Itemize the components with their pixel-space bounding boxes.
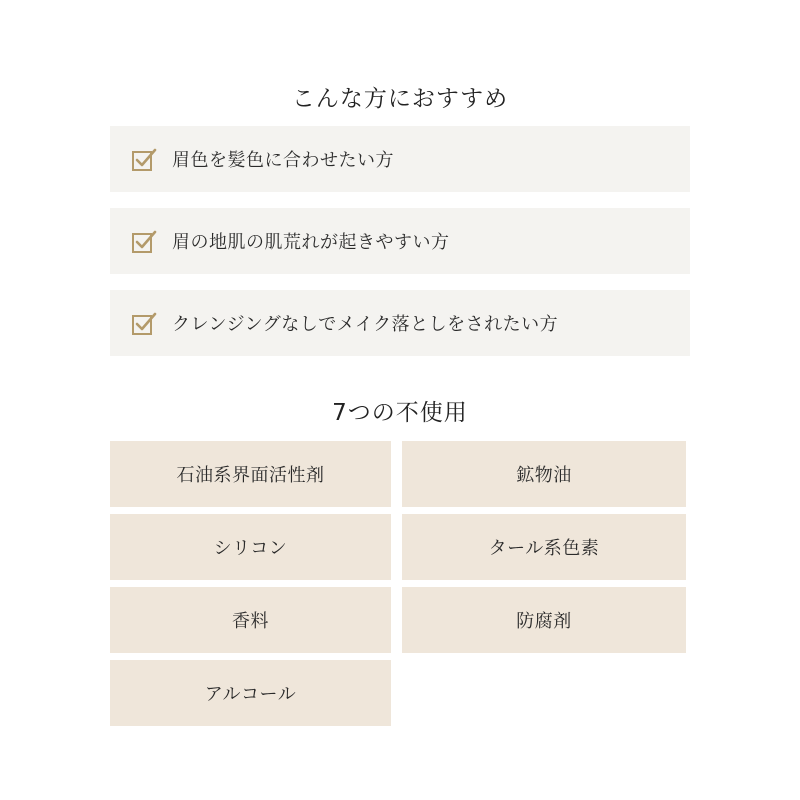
- recommend-item-text: 眉の地肌の肌荒れが起きやすい方: [172, 232, 450, 253]
- recommend-item-text: クレンジングなしでメイク落としをされたい方: [172, 314, 559, 335]
- checkbox-checked-icon: [130, 227, 158, 255]
- checkbox-checked-icon: [130, 309, 158, 337]
- free-from-grid: [110, 441, 686, 726]
- recommend-item: [110, 290, 690, 356]
- recommend-item: [110, 126, 690, 192]
- free-from-item: タール系色素: [402, 514, 686, 580]
- recommend-item: [110, 208, 690, 274]
- free-from-item: 鉱物油: [402, 441, 686, 507]
- free-from-title: 7つの不使用: [332, 400, 468, 426]
- free-from-item: 石油系界面活性剤: [110, 441, 391, 507]
- free-from-item: 防腐剤: [402, 587, 686, 653]
- free-from-item: アルコール: [110, 660, 391, 726]
- recommend-item-text: 眉色を髪色に合わせたい方: [172, 150, 394, 171]
- free-from-item: 香料: [110, 587, 391, 653]
- checkbox-checked-icon: [130, 145, 158, 173]
- recommend-title: こんな方におすすめ: [291, 86, 509, 112]
- recommend-list: [110, 126, 690, 372]
- free-from-item: シリコン: [110, 514, 391, 580]
